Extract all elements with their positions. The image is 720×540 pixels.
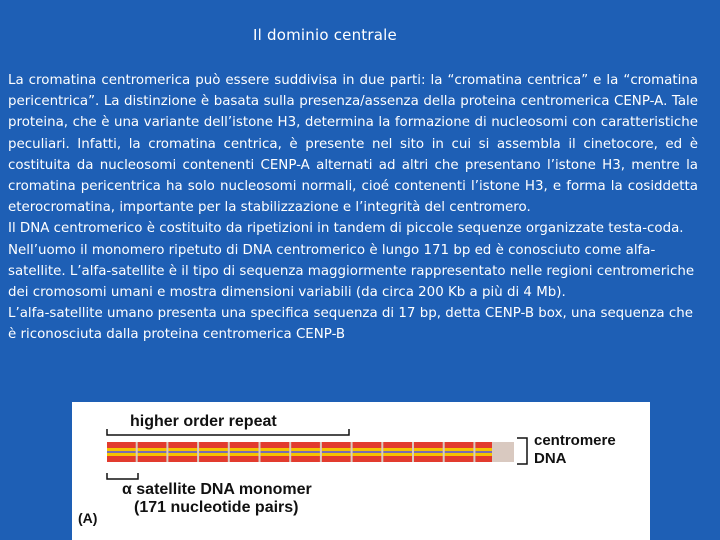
monomer-red-band (383, 456, 412, 462)
monomer-red-band (261, 456, 290, 462)
monomer-red-band (291, 442, 320, 448)
monomer-yellow-band (199, 448, 228, 451)
slide-title: Il dominio centrale (253, 26, 397, 44)
monomer-red-band (291, 456, 320, 462)
monomer-red-band (353, 442, 382, 448)
monomer-bracket (107, 473, 138, 479)
panel-label: (A) (78, 510, 98, 526)
monomer-yellow-band (414, 453, 443, 456)
monomer-red-band (414, 442, 443, 448)
monomer-yellow-band (168, 453, 197, 456)
centromere-label: centromere (534, 432, 616, 449)
monomer-purple-band (414, 451, 443, 453)
monomer-yellow-band (168, 448, 197, 451)
monomer-red-band (138, 456, 167, 462)
monomer-purple-band (138, 451, 167, 453)
monomer-red-band (168, 442, 197, 448)
monomer-purple-band (261, 451, 290, 453)
figure-canvas (72, 402, 650, 540)
paragraph-centric-chromatin: La cromatina centromerica può essere suddivisa in due parti: la “cromatina centrica” e la “cromatina pericentrica”. La distinzione è basata sulla presenza/assenza della proteina centromerica CENP-A. Tale proteina, che è una variante dell’istone H3, determina la formazione di nucleosomi con caratteristiche peculiari. Infatti, la cromatina centrica, è presente nel sito in cui si assembla il cinetocore, ed è costituita da nucleosomi contenenti CENP-A alternati ad altri che presentano l’istone H3, mentre la cromatina pericentrica ha solo nucleosomi normali, cioé contenenti l’istone H3, e forma la cosiddetta eterocromatina, importante per la stabilizzazione e l’integrità del centromero. (8, 73, 698, 216)
monomer-yellow-band (414, 448, 443, 451)
monomer-red-band (322, 456, 351, 462)
monomer-yellow-band (353, 453, 382, 456)
alpha-satellite-figure (72, 402, 650, 540)
monomer-purple-band (199, 451, 228, 453)
dna-label: DNA (534, 450, 567, 467)
paragraph-cenp-b-box: L’alfa-satellite umano presenta una specifica sequenza di 17 bp, detta CENP-B box, una sequenza che è riconosciuta dalla proteina centromerica CENP-B (8, 306, 693, 343)
monomer-yellow-band (445, 448, 474, 451)
monomer-yellow-band (291, 448, 320, 451)
monomer-yellow-band (199, 453, 228, 456)
monomer-yellow-band (383, 448, 412, 451)
monomer-red-band (199, 442, 228, 448)
monomer-red-band (383, 442, 412, 448)
monomer-yellow-band (261, 448, 290, 451)
monomer-red-band (230, 442, 259, 448)
monomer-red-band (322, 442, 351, 448)
monomer-yellow-band (138, 448, 167, 451)
array-tail (492, 442, 514, 462)
body-text (8, 70, 698, 346)
monomer-red-band (199, 456, 228, 462)
monomer-purple-band (168, 451, 197, 453)
monomer-red-band (261, 442, 290, 448)
monomer-red-band (168, 456, 197, 462)
monomer-red-band (353, 456, 382, 462)
monomer-yellow-band (322, 453, 351, 456)
monomer-red-band (414, 456, 443, 462)
monomer-yellow-band (230, 453, 259, 456)
paragraph-centromeric-dna: Il DNA centromerico è costituito da ripetizioni in tandem di piccole sequenze organizzate testa-coda. Nell’uomo il monomero ripetuto di DNA centromerico è lungo 171 bp ed è conosciuto come alfa-satellite. L’alfa-satellite è il tipo di sequenza maggiormente rappresentato nelle regioni centromeriche dei cromosomi umani e mostra dimensioni variabili (da circa 200 Kb a più di 4 Mb). (8, 221, 695, 301)
monomer-yellow-band (230, 448, 259, 451)
monomer-red-band (138, 442, 167, 448)
monomer-purple-band (445, 451, 474, 453)
monomer-label: α satellite DNA monomer (122, 481, 312, 498)
monomer-purple-band (322, 451, 351, 453)
monomer-purple-band (291, 451, 320, 453)
monomer-yellow-band (261, 453, 290, 456)
monomer-red-band (445, 456, 474, 462)
monomer-yellow-band (445, 453, 474, 456)
monomer-purple-band (383, 451, 412, 453)
monomer-red-band (230, 456, 259, 462)
monomer-purple-band (230, 451, 259, 453)
monomer-yellow-band (383, 453, 412, 456)
monomer-length-label: (171 nucleotide pairs) (134, 499, 299, 516)
monomer-yellow-band (291, 453, 320, 456)
higher-order-repeat-label: higher order repeat (130, 413, 277, 430)
monomer-yellow-band (107, 448, 136, 451)
monomer-yellow-band (353, 448, 382, 451)
monomer-yellow-band (107, 453, 136, 456)
centromere-dna-brace (517, 438, 527, 464)
monomer-red-band (445, 442, 474, 448)
alpha-satellite-array (107, 442, 514, 462)
monomer-purple-band (353, 451, 382, 453)
monomer-purple-band (107, 451, 136, 453)
monomer-yellow-band (138, 453, 167, 456)
monomer-red-band (107, 456, 136, 462)
monomer-red-band (107, 442, 136, 448)
monomer-yellow-band (322, 448, 351, 451)
